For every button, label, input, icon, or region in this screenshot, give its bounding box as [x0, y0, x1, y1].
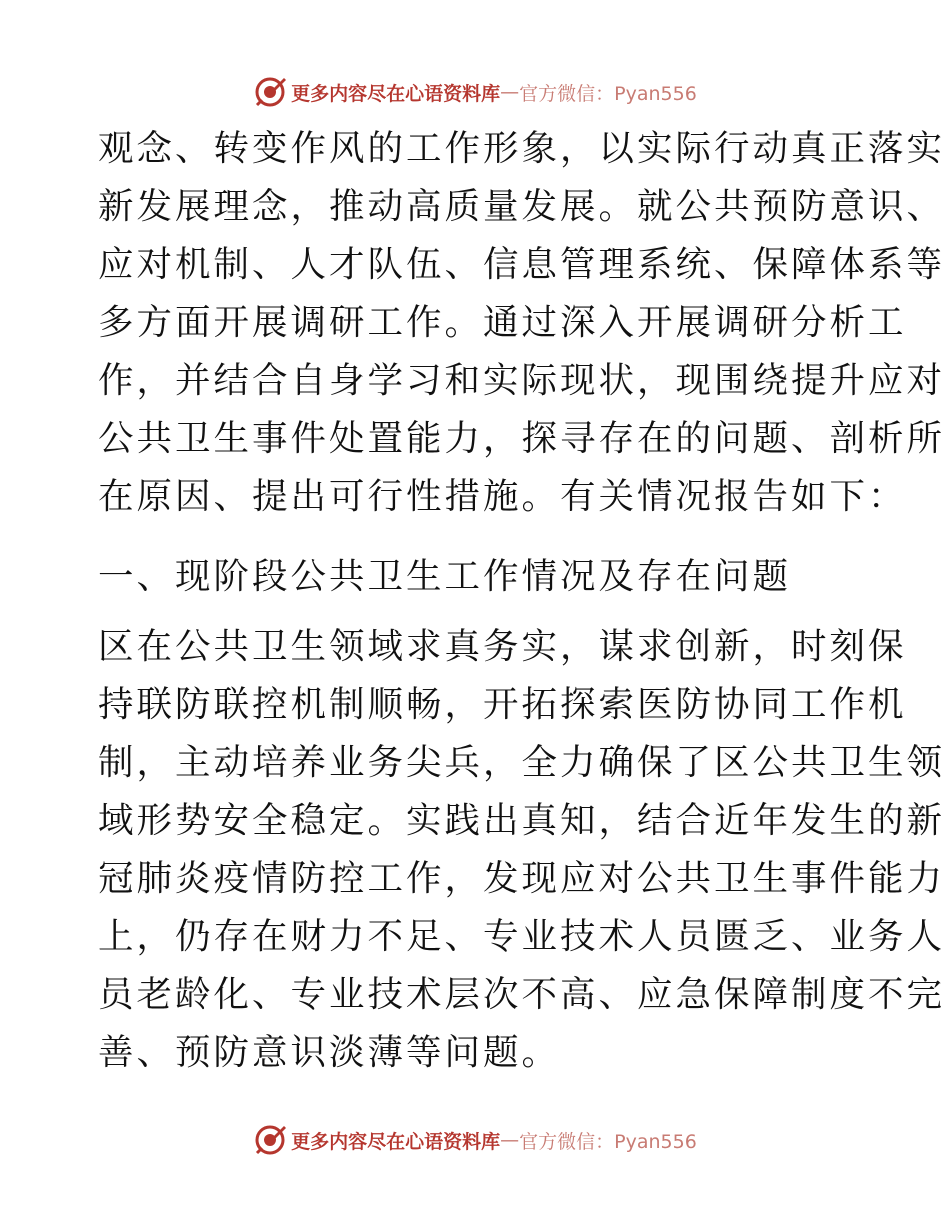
watermark-brand: 更多内容尽在心语资料库 — [291, 82, 501, 105]
text-line: 新发展理念，推动高质量发展。就公共预防意识、 — [98, 186, 946, 227]
text-line: 在原因、提出可行性措施。有关情况报告如下： — [98, 476, 907, 517]
watermark-contact: 官方微信：Pyan556 — [519, 82, 697, 105]
header-watermark — [0, 72, 950, 112]
text-line: 冠肺炎疫情防控工作，发现应对公共卫生事件能力 — [98, 858, 946, 899]
paragraph-status — [98, 618, 946, 1082]
text-line: 区在公共卫生领域求真务实，谋求创新，时刻保 — [98, 626, 907, 667]
text-line: 域形势安全稳定。实践出真知，结合近年发生的新 — [98, 800, 946, 841]
text-line: 公共卫生事件处置能力，探寻存在的问题、剖析所 — [98, 418, 946, 459]
pen-logo-icon — [253, 1123, 287, 1157]
text-line: 多方面开展调研工作。通过深入开展调研分析工 — [98, 302, 907, 343]
section-heading: 一、现阶段公共卫生工作情况及存在问题 — [98, 556, 792, 597]
watermark-separator: — — [500, 81, 520, 103]
text-line: 观念、转变作风的工作形象，以实际行动真正落实 — [98, 128, 946, 169]
text-line: 应对机制、人才队伍、信息管理系统、保障体系等 — [98, 244, 946, 285]
watermark-separator: — — [500, 1129, 520, 1151]
pen-logo-icon — [253, 75, 287, 109]
paragraph-intro — [98, 120, 946, 526]
watermark-contact: 官方微信：Pyan556 — [519, 1130, 697, 1153]
text-line: 作，并结合自身学习和实际现状，现围绕提升应对 — [98, 360, 946, 401]
text-line: 上，仍存在财力不足、专业技术人员匮乏、业务人 — [98, 916, 946, 957]
text-line: 员老龄化、专业技术层次不高、应急保障制度不完 — [98, 974, 946, 1015]
footer-watermark — [0, 1120, 950, 1160]
text-line: 制，主动培养业务尖兵，全力确保了区公共卫生领 — [98, 742, 946, 783]
text-line: 持联防联控机制顺畅，开拓探索医防协同工作机 — [98, 684, 907, 725]
text-line: 善、预防意识淡薄等问题。 — [98, 1032, 561, 1073]
watermark-brand: 更多内容尽在心语资料库 — [291, 1130, 501, 1153]
